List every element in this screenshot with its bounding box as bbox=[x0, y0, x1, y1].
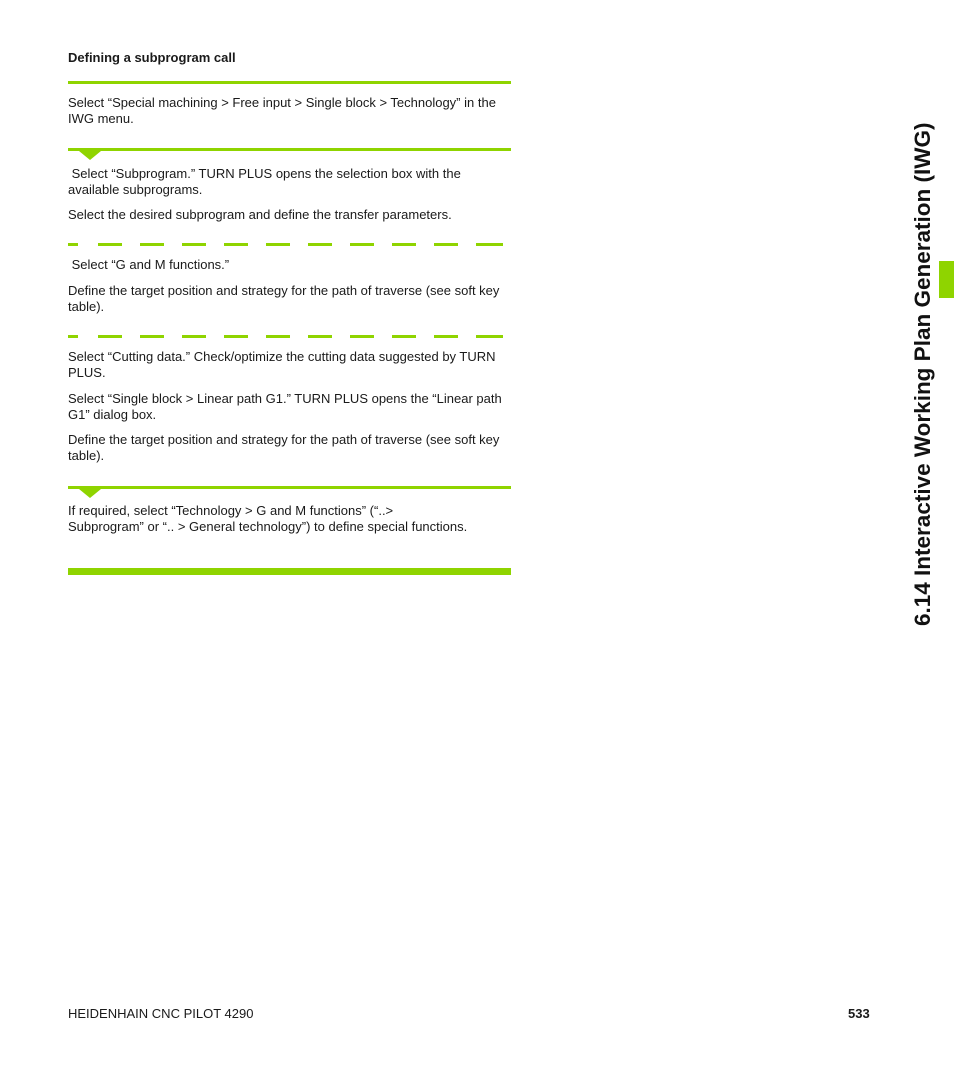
step-paragraph: Select the desired subprogram and define the transfer parameters. bbox=[68, 207, 452, 222]
step-paragraph: Select “Subprogram.” TURN PLUS opens the selection box with the available subprograms. bbox=[68, 166, 461, 197]
divider-bar bbox=[68, 81, 511, 84]
step-paragraph: Select “G and M functions.” bbox=[68, 257, 230, 272]
dashed-divider bbox=[68, 335, 511, 338]
footer-manual-title: HEIDENHAIN CNC PILOT 4290 bbox=[68, 1006, 254, 1021]
footer-page-number: 533 bbox=[848, 1006, 870, 1021]
step-paragraph: Select “Special machining > Free input > Single block > Technology” in the IWG menu. bbox=[68, 95, 496, 126]
section-end-bar bbox=[68, 568, 511, 575]
step-paragraph: Select “Cutting data.” Check/optimize the cutting data suggested by TURN PLUS. bbox=[68, 349, 496, 380]
divider-bar bbox=[68, 486, 511, 489]
step-arrow-icon bbox=[79, 151, 101, 160]
chapter-tab-marker bbox=[939, 261, 954, 298]
dashed-divider bbox=[68, 243, 511, 246]
chapter-side-title-text: 6.14 Interactive Working Plan Generation (IWG) bbox=[910, 122, 935, 626]
step-arrow-icon bbox=[79, 489, 101, 498]
step-paragraph: If required, select “Technology > G and M functions” (“..> Subprogram” or “.. > General technology”) to define special functions. bbox=[68, 503, 468, 534]
step-paragraph: Select “Single block > Linear path G1.” TURN PLUS opens the “Linear path G1” dialog box. bbox=[68, 391, 502, 422]
section-heading: Defining a subprogram call bbox=[68, 50, 236, 65]
divider-bar bbox=[68, 148, 511, 151]
step-paragraph: Define the target position and strategy for the path of traverse (see soft key table). bbox=[68, 432, 500, 463]
step-paragraph: Define the target position and strategy for the path of traverse (see soft key table). bbox=[68, 283, 500, 314]
